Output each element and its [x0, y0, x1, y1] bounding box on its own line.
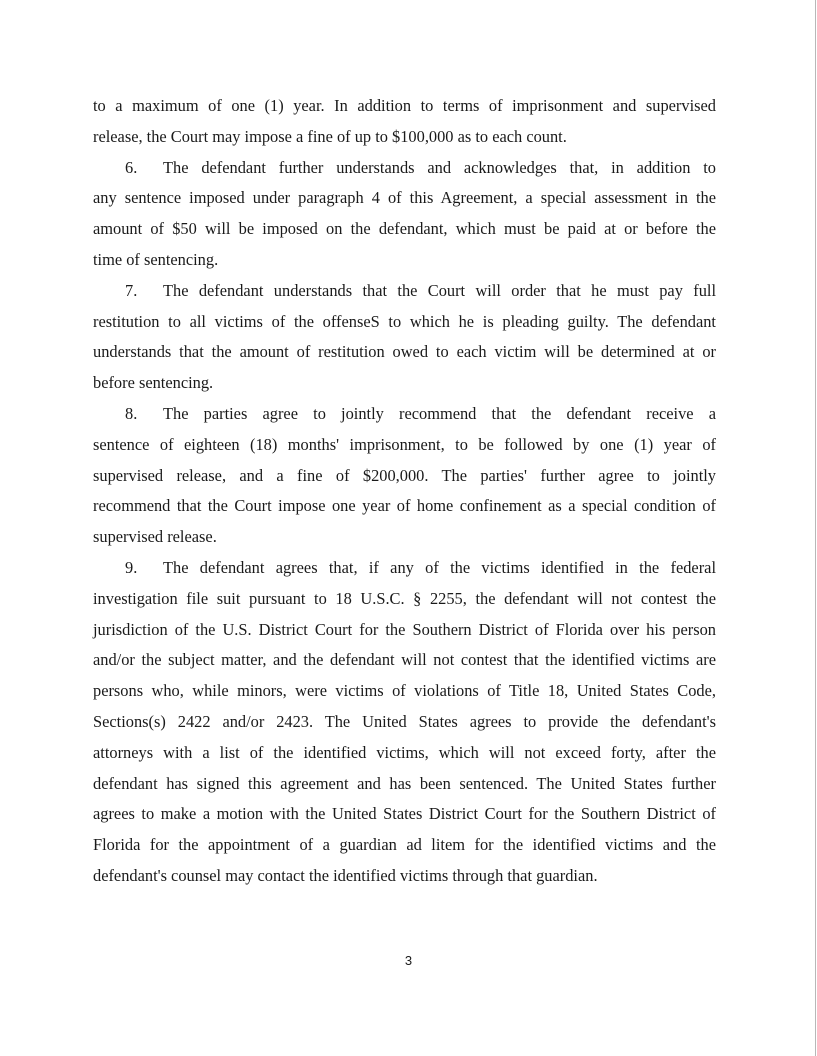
paragraph-line	[93, 122, 716, 153]
document-body	[93, 91, 716, 892]
paragraph	[93, 399, 716, 553]
paragraph	[93, 153, 716, 276]
paragraph-line	[93, 738, 716, 769]
line-text: to a maximum of one (1) year. In addition to terms of imprisonment and supervised	[93, 96, 716, 115]
paragraph-line	[93, 430, 716, 461]
line-text: investigation file suit pursuant to 18 U.S.C. § 2255, the defendant will not contest the	[93, 588, 716, 608]
line-text: sentence of eighteen (18) months' imprisonment, to be followed by one (1) year of	[93, 434, 716, 454]
line-text: understands that the amount of restitution owed to each victim will be determined at or	[93, 342, 716, 362]
paragraph-line	[93, 799, 716, 830]
line-text: and/or the subject matter, and the defendant will not contest that the identified victims are	[93, 650, 716, 670]
paragraph-line	[93, 153, 716, 184]
paragraph-number: 7.	[125, 280, 138, 300]
line-text: The defendant agrees that, if any of the victims identified in the federal	[163, 557, 716, 577]
line-text: any sentence imposed under paragraph 4 of this Agreement, a special assessment in the	[93, 188, 716, 208]
paragraph-line	[93, 861, 716, 892]
page-number: 3	[404, 953, 413, 968]
paragraph-number: 9.	[125, 557, 138, 577]
line-text: defendant has signed this agreement and has been sentenced. The United States further	[93, 773, 716, 793]
paragraph-line	[93, 553, 716, 584]
paragraph-line	[93, 276, 716, 307]
paragraph-line	[93, 368, 716, 399]
line-text: before sentencing.	[93, 373, 214, 393]
line-text: attorneys with a list of the identified victims, which will not exceed forty, after the	[93, 742, 716, 762]
paragraph-line	[93, 830, 716, 861]
paragraph-number: 8.	[125, 403, 138, 423]
line-text: restitution to all victims of the offenseS to which he is pleading guilty. The defendant	[93, 311, 716, 331]
page-edge-line	[815, 0, 816, 1056]
line-text: The defendant understands that the Court will order that he must pay full	[163, 280, 716, 300]
paragraph-line	[93, 214, 716, 245]
paragraph-line	[93, 183, 716, 214]
paragraph	[93, 553, 716, 892]
line-text: release, the Court may impose a fine of up to $100,000 as to each count.	[93, 126, 567, 146]
paragraph-line	[93, 584, 716, 615]
paragraph-line	[93, 307, 716, 338]
line-text: persons who, while minors, were victims of violations of Title 18, United States Code,	[93, 681, 716, 701]
paragraph-line	[93, 461, 716, 492]
paragraph-line	[93, 91, 716, 122]
paragraph	[93, 276, 716, 399]
paragraph-number: 6.	[125, 157, 138, 177]
paragraph-line	[93, 615, 716, 646]
paragraph-line	[93, 399, 716, 430]
paragraph-line	[93, 245, 716, 276]
paragraph	[93, 91, 716, 153]
paragraph-line	[93, 769, 716, 800]
line-text: time of sentencing.	[93, 249, 219, 269]
line-text: Florida for the appointment of a guardian ad litem for the identified victims and the	[93, 835, 716, 855]
line-text: The parties agree to jointly recommend that the defendant receive a	[163, 403, 716, 423]
paragraph-line	[93, 707, 716, 738]
line-text: defendant's counsel may contact the identified victims through that guardian.	[93, 865, 598, 885]
line-text: The defendant further understands and acknowledges that, in addition to	[163, 157, 716, 177]
line-text: jurisdiction of the U.S. District Court for the Southern District of Florida over his person	[93, 619, 716, 639]
line-text: amount of $50 will be imposed on the defendant, which must be paid at or before the	[93, 219, 716, 239]
paragraph-line	[93, 676, 716, 707]
line-text: supervised release, and a fine of $200,000. The parties' further agree to jointly	[93, 465, 716, 485]
line-text: recommend that the Court impose one year of home confinement as a special condition of	[93, 496, 716, 516]
paragraph-line	[93, 337, 716, 368]
line-text: Sections(s) 2422 and/or 2423. The United States agrees to provide the defendant's	[93, 711, 716, 731]
paragraph-line	[93, 522, 716, 553]
line-text: agrees to make a motion with the United States District Court for the Southern District of	[93, 804, 716, 824]
line-text: supervised release.	[93, 527, 217, 547]
paragraph-line	[93, 491, 716, 522]
paragraph-line	[93, 645, 716, 676]
